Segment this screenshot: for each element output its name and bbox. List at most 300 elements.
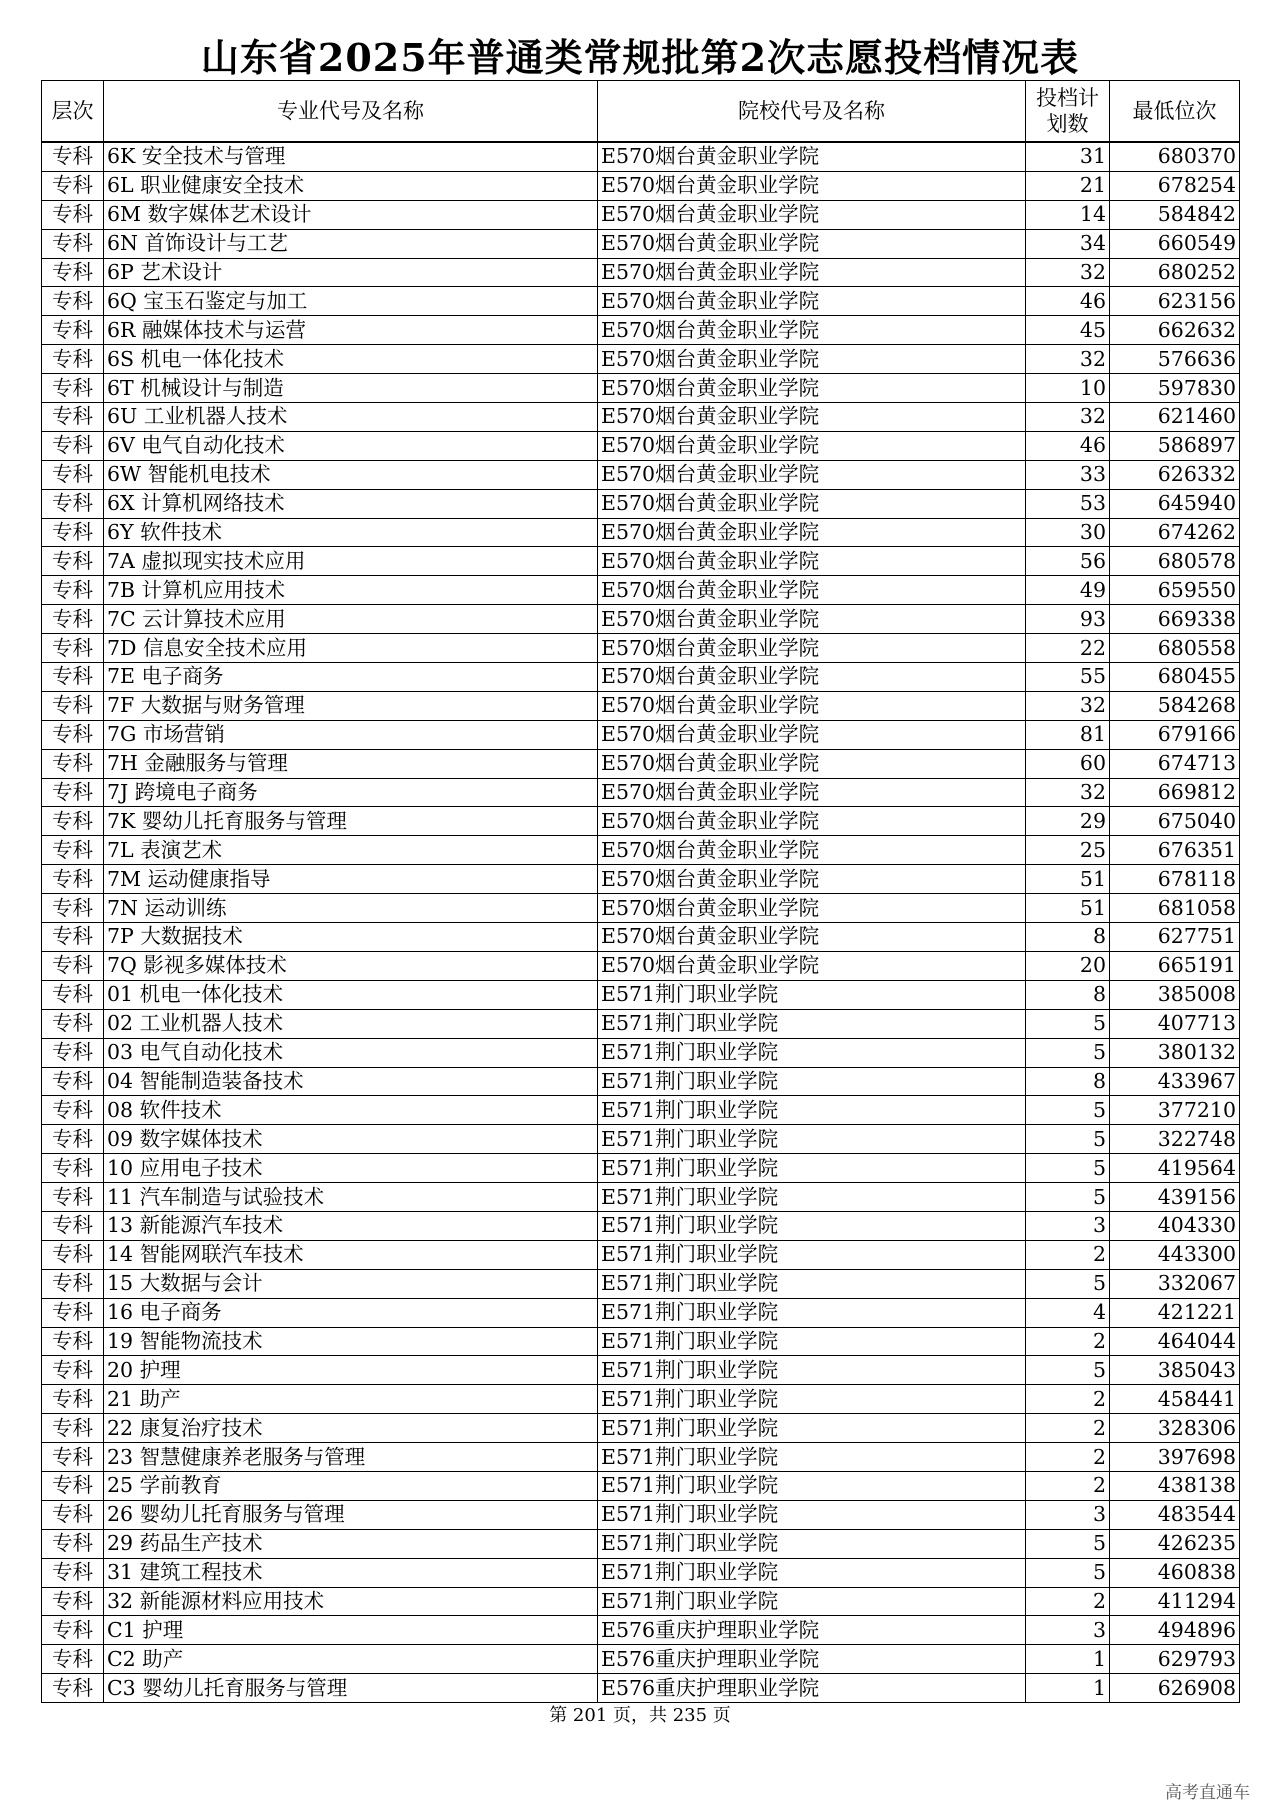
- cell-school: E571荆门职业学院: [598, 1558, 1026, 1587]
- table-row: [42, 345, 1240, 374]
- cell-major: 26 婴幼儿托育服务与管理: [104, 1500, 598, 1529]
- cell-level: 专科: [42, 1471, 104, 1500]
- cell-major: 31 建筑工程技术: [104, 1558, 598, 1587]
- cell-major: 32 新能源材料应用技术: [104, 1587, 598, 1616]
- cell-rank: 629793: [1110, 1645, 1240, 1674]
- cell-rank: 439156: [1110, 1183, 1240, 1212]
- cell-school: E571荆门职业学院: [598, 1125, 1026, 1154]
- cell-school: E570烟台黄金职业学院: [598, 345, 1026, 374]
- cell-level: 专科: [42, 1414, 104, 1443]
- cell-rank: 332067: [1110, 1269, 1240, 1298]
- cell-rank: 669812: [1110, 778, 1240, 807]
- cell-plan: 1: [1026, 1674, 1110, 1703]
- cell-rank: 483544: [1110, 1500, 1240, 1529]
- table-row: [42, 663, 1240, 692]
- table-row: [42, 1009, 1240, 1038]
- cell-school: E571荆门职业学院: [598, 1096, 1026, 1125]
- table-row: [42, 1096, 1240, 1125]
- table-row: [42, 1183, 1240, 1212]
- cell-school: E570烟台黄金职业学院: [598, 576, 1026, 605]
- cell-major: 7A 虚拟现实技术应用: [104, 547, 598, 576]
- cell-rank: 328306: [1110, 1414, 1240, 1443]
- header-school: 院校代号及名称: [598, 81, 1026, 143]
- cell-major: 7J 跨境电子商务: [104, 778, 598, 807]
- cell-rank: 621460: [1110, 403, 1240, 432]
- cell-school: E570烟台黄金职业学院: [598, 287, 1026, 316]
- cell-plan: 21: [1026, 171, 1110, 200]
- cell-rank: 645940: [1110, 489, 1240, 518]
- table-row: [42, 1298, 1240, 1327]
- cell-school: E571荆门职业学院: [598, 1211, 1026, 1240]
- cell-school: E570烟台黄金职业学院: [598, 547, 1026, 576]
- cell-plan: 8: [1026, 980, 1110, 1009]
- cell-rank: 458441: [1110, 1385, 1240, 1414]
- cell-rank: 426235: [1110, 1529, 1240, 1558]
- cell-plan: 2: [1026, 1385, 1110, 1414]
- cell-rank: 464044: [1110, 1327, 1240, 1356]
- cell-major: 6Y 软件技术: [104, 518, 598, 547]
- cell-plan: 8: [1026, 1067, 1110, 1096]
- cell-plan: 46: [1026, 287, 1110, 316]
- cell-school: E571荆门职业学院: [598, 1414, 1026, 1443]
- cell-major: 23 智慧健康养老服务与管理: [104, 1443, 598, 1472]
- cell-rank: 680455: [1110, 663, 1240, 692]
- cell-level: 专科: [42, 1298, 104, 1327]
- table-row: [42, 778, 1240, 807]
- table-row: [42, 229, 1240, 258]
- table-row: [42, 489, 1240, 518]
- cell-school: E570烟台黄金职业学院: [598, 258, 1026, 287]
- table-row: [42, 1154, 1240, 1183]
- table-row: [42, 691, 1240, 720]
- cell-plan: 32: [1026, 778, 1110, 807]
- cell-plan: 10: [1026, 374, 1110, 403]
- cell-plan: 34: [1026, 229, 1110, 258]
- table-row: [42, 1616, 1240, 1645]
- cell-rank: 377210: [1110, 1096, 1240, 1125]
- cell-school: E570烟台黄金职业学院: [598, 894, 1026, 923]
- cell-school: E576重庆护理职业学院: [598, 1645, 1026, 1674]
- table-row: [42, 720, 1240, 749]
- cell-major: 7C 云计算技术应用: [104, 605, 598, 634]
- cell-major: 19 智能物流技术: [104, 1327, 598, 1356]
- cell-level: 专科: [42, 634, 104, 663]
- table-row: [42, 1587, 1240, 1616]
- cell-major: 03 电气自动化技术: [104, 1038, 598, 1067]
- cell-plan: 46: [1026, 431, 1110, 460]
- cell-major: 14 智能网联汽车技术: [104, 1240, 598, 1269]
- cell-level: 专科: [42, 749, 104, 778]
- cell-major: 6P 艺术设计: [104, 258, 598, 287]
- cell-rank: 674713: [1110, 749, 1240, 778]
- cell-plan: 3: [1026, 1616, 1110, 1645]
- cell-major: 7P 大数据技术: [104, 923, 598, 952]
- cell-plan: 5: [1026, 1009, 1110, 1038]
- cell-major: 15 大数据与会计: [104, 1269, 598, 1298]
- table-row: [42, 1269, 1240, 1298]
- cell-rank: 322748: [1110, 1125, 1240, 1154]
- cell-major: 10 应用电子技术: [104, 1154, 598, 1183]
- cell-plan: 5: [1026, 1269, 1110, 1298]
- cell-major: 29 药品生产技术: [104, 1529, 598, 1558]
- cell-plan: 32: [1026, 403, 1110, 432]
- table-row: [42, 1471, 1240, 1500]
- cell-major: 6W 智能机电技术: [104, 460, 598, 489]
- cell-plan: 32: [1026, 691, 1110, 720]
- cell-school: E570烟台黄金职业学院: [598, 229, 1026, 258]
- cell-school: E570烟台黄金职业学院: [598, 691, 1026, 720]
- cell-rank: 380132: [1110, 1038, 1240, 1067]
- cell-plan: 5: [1026, 1356, 1110, 1385]
- cell-major: 6S 机电一体化技术: [104, 345, 598, 374]
- cell-level: 专科: [42, 1500, 104, 1529]
- cell-rank: 433967: [1110, 1067, 1240, 1096]
- cell-rank: 438138: [1110, 1471, 1240, 1500]
- cell-level: 专科: [42, 865, 104, 894]
- table-row: [42, 1443, 1240, 1472]
- cell-school: E570烟台黄金职业学院: [598, 605, 1026, 634]
- cell-major: 08 软件技术: [104, 1096, 598, 1125]
- cell-plan: 53: [1026, 489, 1110, 518]
- cell-major: 22 康复治疗技术: [104, 1414, 598, 1443]
- cell-level: 专科: [42, 951, 104, 980]
- cell-major: 7E 电子商务: [104, 663, 598, 692]
- cell-level: 专科: [42, 1616, 104, 1645]
- table-row: [42, 1500, 1240, 1529]
- cell-major: 20 护理: [104, 1356, 598, 1385]
- cell-school: E570烟台黄金职业学院: [598, 634, 1026, 663]
- cell-plan: 3: [1026, 1211, 1110, 1240]
- cell-plan: 51: [1026, 894, 1110, 923]
- cell-rank: 584268: [1110, 691, 1240, 720]
- cell-rank: 443300: [1110, 1240, 1240, 1269]
- cell-level: 专科: [42, 431, 104, 460]
- table-row: [42, 951, 1240, 980]
- cell-rank: 679166: [1110, 720, 1240, 749]
- table-row: [42, 980, 1240, 1009]
- cell-major: 6V 电气自动化技术: [104, 431, 598, 460]
- cell-level: 专科: [42, 778, 104, 807]
- cell-school: E576重庆护理职业学院: [598, 1674, 1026, 1703]
- cell-plan: 56: [1026, 547, 1110, 576]
- cell-rank: 680252: [1110, 258, 1240, 287]
- table-row: [42, 1558, 1240, 1587]
- cell-plan: 81: [1026, 720, 1110, 749]
- table-row: [42, 576, 1240, 605]
- cell-level: 专科: [42, 576, 104, 605]
- cell-major: 02 工业机器人技术: [104, 1009, 598, 1038]
- table-row: [42, 1211, 1240, 1240]
- cell-major: 01 机电一体化技术: [104, 980, 598, 1009]
- cell-major: C1 护理: [104, 1616, 598, 1645]
- cell-rank: 665191: [1110, 951, 1240, 980]
- cell-major: 6U 工业机器人技术: [104, 403, 598, 432]
- cell-level: 专科: [42, 1587, 104, 1616]
- cell-school: E570烟台黄金职业学院: [598, 836, 1026, 865]
- cell-level: 专科: [42, 1443, 104, 1472]
- cell-school: E570烟台黄金职业学院: [598, 431, 1026, 460]
- cell-major: 7D 信息安全技术应用: [104, 634, 598, 663]
- cell-level: 专科: [42, 1327, 104, 1356]
- cell-level: 专科: [42, 1645, 104, 1674]
- cell-plan: 4: [1026, 1298, 1110, 1327]
- table-row: [42, 749, 1240, 778]
- cell-level: 专科: [42, 345, 104, 374]
- cell-major: 16 电子商务: [104, 1298, 598, 1327]
- cell-rank: 660549: [1110, 229, 1240, 258]
- cell-rank: 419564: [1110, 1154, 1240, 1183]
- cell-rank: 674262: [1110, 518, 1240, 547]
- cell-rank: 576636: [1110, 345, 1240, 374]
- table-row: [42, 1529, 1240, 1558]
- cell-major: 6Q 宝玉石鉴定与加工: [104, 287, 598, 316]
- cell-level: 专科: [42, 894, 104, 923]
- cell-level: 专科: [42, 663, 104, 692]
- cell-level: 专科: [42, 1529, 104, 1558]
- cell-rank: 404330: [1110, 1211, 1240, 1240]
- cell-school: E571荆门职业学院: [598, 1356, 1026, 1385]
- table-row: [42, 1327, 1240, 1356]
- cell-school: E571荆门职业学院: [598, 1443, 1026, 1472]
- cell-plan: 5: [1026, 1038, 1110, 1067]
- cell-school: E570烟台黄金职业学院: [598, 403, 1026, 432]
- cell-school: E571荆门职业学院: [598, 1009, 1026, 1038]
- cell-major: 6X 计算机网络技术: [104, 489, 598, 518]
- cell-level: 专科: [42, 547, 104, 576]
- table-row: [42, 547, 1240, 576]
- cell-plan: 2: [1026, 1327, 1110, 1356]
- table-row: [42, 1674, 1240, 1703]
- cell-major: C2 助产: [104, 1645, 598, 1674]
- cell-plan: 5: [1026, 1558, 1110, 1587]
- cell-school: E571荆门职业学院: [598, 1038, 1026, 1067]
- cell-major: 7M 运动健康指导: [104, 865, 598, 894]
- cell-major: 6K 安全技术与管理: [104, 142, 598, 171]
- cell-major: 21 助产: [104, 1385, 598, 1414]
- cell-level: 专科: [42, 1211, 104, 1240]
- cell-major: 7Q 影视多媒体技术: [104, 951, 598, 980]
- cell-plan: 5: [1026, 1183, 1110, 1212]
- cell-plan: 31: [1026, 142, 1110, 171]
- cell-school: E570烟台黄金职业学院: [598, 489, 1026, 518]
- cell-rank: 675040: [1110, 807, 1240, 836]
- cell-major: 6N 首饰设计与工艺: [104, 229, 598, 258]
- cell-major: 7N 运动训练: [104, 894, 598, 923]
- cell-rank: 659550: [1110, 576, 1240, 605]
- cell-level: 专科: [42, 923, 104, 952]
- table-header-row: [42, 81, 1240, 143]
- header-plan-line2: 划数: [1046, 112, 1089, 136]
- cell-level: 专科: [42, 1183, 104, 1212]
- cell-rank: 407713: [1110, 1009, 1240, 1038]
- cell-plan: 2: [1026, 1471, 1110, 1500]
- cell-level: 专科: [42, 316, 104, 345]
- cell-rank: 678254: [1110, 171, 1240, 200]
- cell-rank: 669338: [1110, 605, 1240, 634]
- cell-level: 专科: [42, 489, 104, 518]
- cell-plan: 2: [1026, 1240, 1110, 1269]
- table-row: [42, 1356, 1240, 1385]
- cell-school: E571荆门职业学院: [598, 1385, 1026, 1414]
- cell-major: 6M 数字媒体艺术设计: [104, 200, 598, 229]
- cell-school: E570烟台黄金职业学院: [598, 720, 1026, 749]
- cell-school: E576重庆护理职业学院: [598, 1616, 1026, 1645]
- cell-level: 专科: [42, 1125, 104, 1154]
- cell-plan: 32: [1026, 258, 1110, 287]
- cell-rank: 385008: [1110, 980, 1240, 1009]
- cell-plan: 2: [1026, 1587, 1110, 1616]
- cell-plan: 25: [1026, 836, 1110, 865]
- table-row: [42, 923, 1240, 952]
- cell-level: 专科: [42, 605, 104, 634]
- header-level: 层次: [42, 81, 104, 143]
- cell-plan: 20: [1026, 951, 1110, 980]
- cell-major: 7L 表演艺术: [104, 836, 598, 865]
- cell-level: 专科: [42, 374, 104, 403]
- cell-plan: 33: [1026, 460, 1110, 489]
- table-row: [42, 460, 1240, 489]
- cell-school: E570烟台黄金职业学院: [598, 200, 1026, 229]
- cell-plan: 14: [1026, 200, 1110, 229]
- cell-level: 专科: [42, 720, 104, 749]
- cell-rank: 678118: [1110, 865, 1240, 894]
- table-row: [42, 403, 1240, 432]
- cell-plan: 5: [1026, 1125, 1110, 1154]
- cell-rank: 397698: [1110, 1443, 1240, 1472]
- cell-plan: 29: [1026, 807, 1110, 836]
- cell-rank: 586897: [1110, 431, 1240, 460]
- cell-school: E571荆门职业学院: [598, 1587, 1026, 1616]
- header-major: 专业代号及名称: [104, 81, 598, 143]
- cell-level: 专科: [42, 1038, 104, 1067]
- cell-plan: 45: [1026, 316, 1110, 345]
- cell-school: E570烟台黄金职业学院: [598, 923, 1026, 952]
- table-body: [42, 142, 1240, 1703]
- cell-school: E571荆门职业学院: [598, 1154, 1026, 1183]
- cell-plan: 5: [1026, 1154, 1110, 1183]
- table-row: [42, 1038, 1240, 1067]
- cell-level: 专科: [42, 1558, 104, 1587]
- header-plan: [1026, 81, 1110, 143]
- cell-level: 专科: [42, 460, 104, 489]
- cell-school: E571荆门职业学院: [598, 1500, 1026, 1529]
- page-title: 山东省2025年普通类常规批第2次志愿投档情况表: [200, 35, 1080, 80]
- cell-major: 7H 金融服务与管理: [104, 749, 598, 778]
- cell-rank: 597830: [1110, 374, 1240, 403]
- table-row: [42, 1645, 1240, 1674]
- table-row: [42, 171, 1240, 200]
- table-row: [42, 605, 1240, 634]
- cell-level: 专科: [42, 403, 104, 432]
- cell-level: 专科: [42, 1067, 104, 1096]
- cell-plan: 55: [1026, 663, 1110, 692]
- table-row: [42, 287, 1240, 316]
- cell-plan: 3: [1026, 1500, 1110, 1529]
- cell-plan: 5: [1026, 1096, 1110, 1125]
- cell-rank: 385043: [1110, 1356, 1240, 1385]
- cell-plan: 60: [1026, 749, 1110, 778]
- table-row: [42, 1385, 1240, 1414]
- cell-school: E570烟台黄金职业学院: [598, 171, 1026, 200]
- cell-major: 6T 机械设计与制造: [104, 374, 598, 403]
- cell-rank: 680558: [1110, 634, 1240, 663]
- table-row: [42, 316, 1240, 345]
- table-row: [42, 1240, 1240, 1269]
- cell-plan: 93: [1026, 605, 1110, 634]
- table-row: [42, 1414, 1240, 1443]
- cell-level: 专科: [42, 1674, 104, 1703]
- cell-school: E570烟台黄金职业学院: [598, 316, 1026, 345]
- cell-school: E571荆门职业学院: [598, 980, 1026, 1009]
- cell-rank: 627751: [1110, 923, 1240, 952]
- cell-plan: 30: [1026, 518, 1110, 547]
- cell-school: E571荆门职业学院: [598, 1183, 1026, 1212]
- cell-major: 7F 大数据与财务管理: [104, 691, 598, 720]
- cell-level: 专科: [42, 200, 104, 229]
- header-rank: 最低位次: [1110, 81, 1240, 143]
- cell-school: E570烟台黄金职业学院: [598, 374, 1026, 403]
- cell-plan: 8: [1026, 923, 1110, 952]
- table-row: [42, 634, 1240, 663]
- cell-school: E571荆门职业学院: [598, 1471, 1026, 1500]
- cell-level: 专科: [42, 1356, 104, 1385]
- cell-major: 6L 职业健康安全技术: [104, 171, 598, 200]
- cell-rank: 626908: [1110, 1674, 1240, 1703]
- cell-school: E571荆门职业学院: [598, 1269, 1026, 1298]
- cell-plan: 22: [1026, 634, 1110, 663]
- cell-rank: 680370: [1110, 142, 1240, 171]
- cell-rank: 623156: [1110, 287, 1240, 316]
- cell-level: 专科: [42, 807, 104, 836]
- cell-major: 6R 融媒体技术与运营: [104, 316, 598, 345]
- cell-level: 专科: [42, 258, 104, 287]
- cell-school: E570烟台黄金职业学院: [598, 142, 1026, 171]
- cell-level: 专科: [42, 229, 104, 258]
- cell-school: E570烟台黄金职业学院: [598, 807, 1026, 836]
- cell-school: E570烟台黄金职业学院: [598, 518, 1026, 547]
- cell-major: 25 学前教育: [104, 1471, 598, 1500]
- cell-level: 专科: [42, 1240, 104, 1269]
- table-row: [42, 200, 1240, 229]
- cell-major: 7K 婴幼儿托育服务与管理: [104, 807, 598, 836]
- cell-rank: 494896: [1110, 1616, 1240, 1645]
- table-row: [42, 258, 1240, 287]
- cell-level: 专科: [42, 1385, 104, 1414]
- table-row: [42, 1125, 1240, 1154]
- cell-school: E570烟台黄金职业学院: [598, 778, 1026, 807]
- cell-major: C3 婴幼儿托育服务与管理: [104, 1674, 598, 1703]
- cell-major: 04 智能制造装备技术: [104, 1067, 598, 1096]
- cell-level: 专科: [42, 691, 104, 720]
- table-row: [42, 865, 1240, 894]
- cell-school: E570烟台黄金职业学院: [598, 663, 1026, 692]
- header-plan-line1: 投档计: [1036, 86, 1099, 110]
- cell-rank: 681058: [1110, 894, 1240, 923]
- cell-major: 7B 计算机应用技术: [104, 576, 598, 605]
- cell-plan: 51: [1026, 865, 1110, 894]
- cell-level: 专科: [42, 1096, 104, 1125]
- cell-school: E571荆门职业学院: [598, 1240, 1026, 1269]
- cell-rank: 676351: [1110, 836, 1240, 865]
- admission-table: [41, 80, 1240, 1703]
- cell-plan: 1: [1026, 1645, 1110, 1674]
- cell-major: 11 汽车制造与试验技术: [104, 1183, 598, 1212]
- cell-school: E570烟台黄金职业学院: [598, 865, 1026, 894]
- cell-level: 专科: [42, 980, 104, 1009]
- table-row: [42, 431, 1240, 460]
- cell-plan: 49: [1026, 576, 1110, 605]
- cell-level: 专科: [42, 171, 104, 200]
